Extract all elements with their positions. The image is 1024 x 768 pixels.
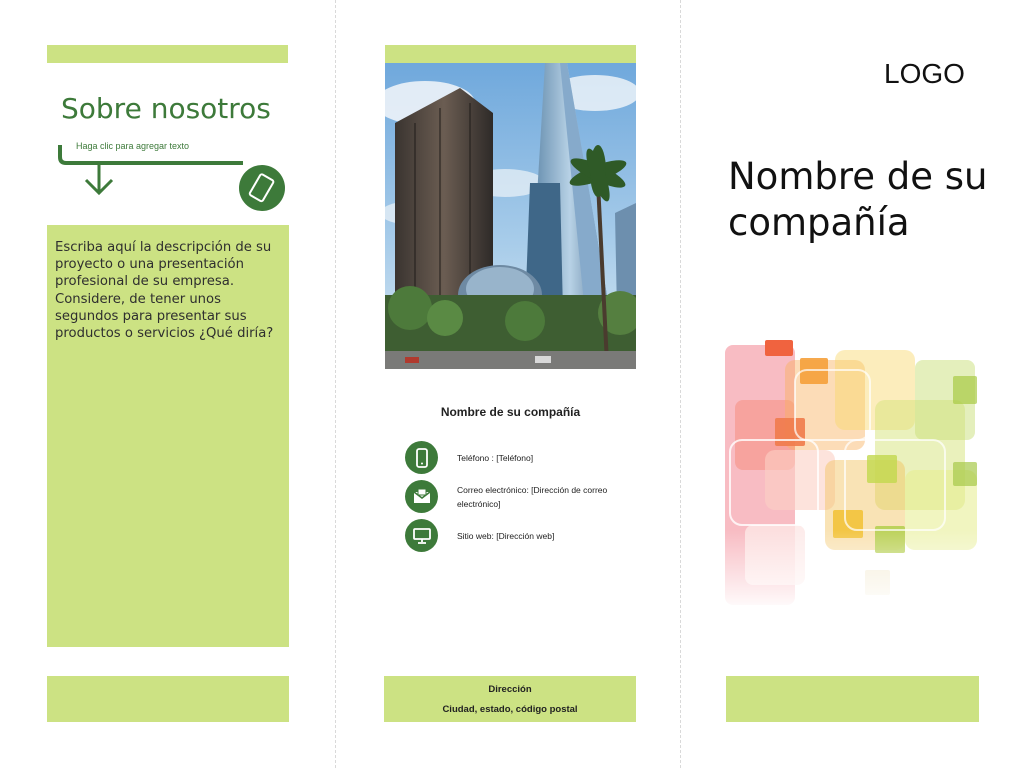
about-subtitle[interactable]: Haga clic para agregar texto [76, 141, 190, 151]
contact-email-text[interactable]: Correo electrónico: [Dirección de correo electrónico] [457, 484, 608, 509]
logo-placeholder[interactable]: LOGO [884, 58, 965, 89]
fold-line-1 [335, 0, 336, 768]
mobile-phone-icon [236, 162, 288, 214]
fold-line-2 [680, 0, 681, 768]
phone-icon [405, 441, 438, 474]
monitor-icon [405, 519, 438, 552]
address-title[interactable]: Dirección [488, 684, 532, 695]
address-city-line[interactable]: Ciudad, estado, código postal [442, 704, 578, 715]
company-name-heading[interactable]: Nombre de su compañía [728, 155, 988, 244]
about-description[interactable]: Escriba aquí la descripción de su proyecto o una presentación profesional de su empresa. Considere, de tener unos segundos para presentar sus productos o servicios ¿Qué diría? [55, 240, 274, 342]
contact-phone-row[interactable] [405, 441, 627, 474]
contact-phone-text[interactable]: Teléfono : [Teléfono] [457, 452, 534, 463]
contact-web-row[interactable] [405, 519, 627, 552]
bottom-accent-bar-left [47, 676, 289, 722]
colorful-squares-graphic [725, 340, 977, 612]
address-bar [384, 676, 636, 722]
city-skyscrapers-photo [385, 63, 636, 369]
about-title[interactable]: Sobre nosotros [61, 92, 271, 125]
contact-email-row[interactable] [405, 480, 627, 513]
arrow-down-icon [86, 163, 112, 193]
contact-company-name[interactable]: Nombre de su compañía [440, 405, 581, 419]
contact-web-text[interactable]: Sitio web: [Dirección web] [457, 530, 555, 541]
bottom-accent-bar-right [726, 676, 979, 722]
top-accent-bar-left [47, 45, 288, 63]
email-icon [405, 480, 438, 513]
top-accent-bar-middle [385, 45, 636, 63]
connector-graphic [55, 143, 295, 215]
